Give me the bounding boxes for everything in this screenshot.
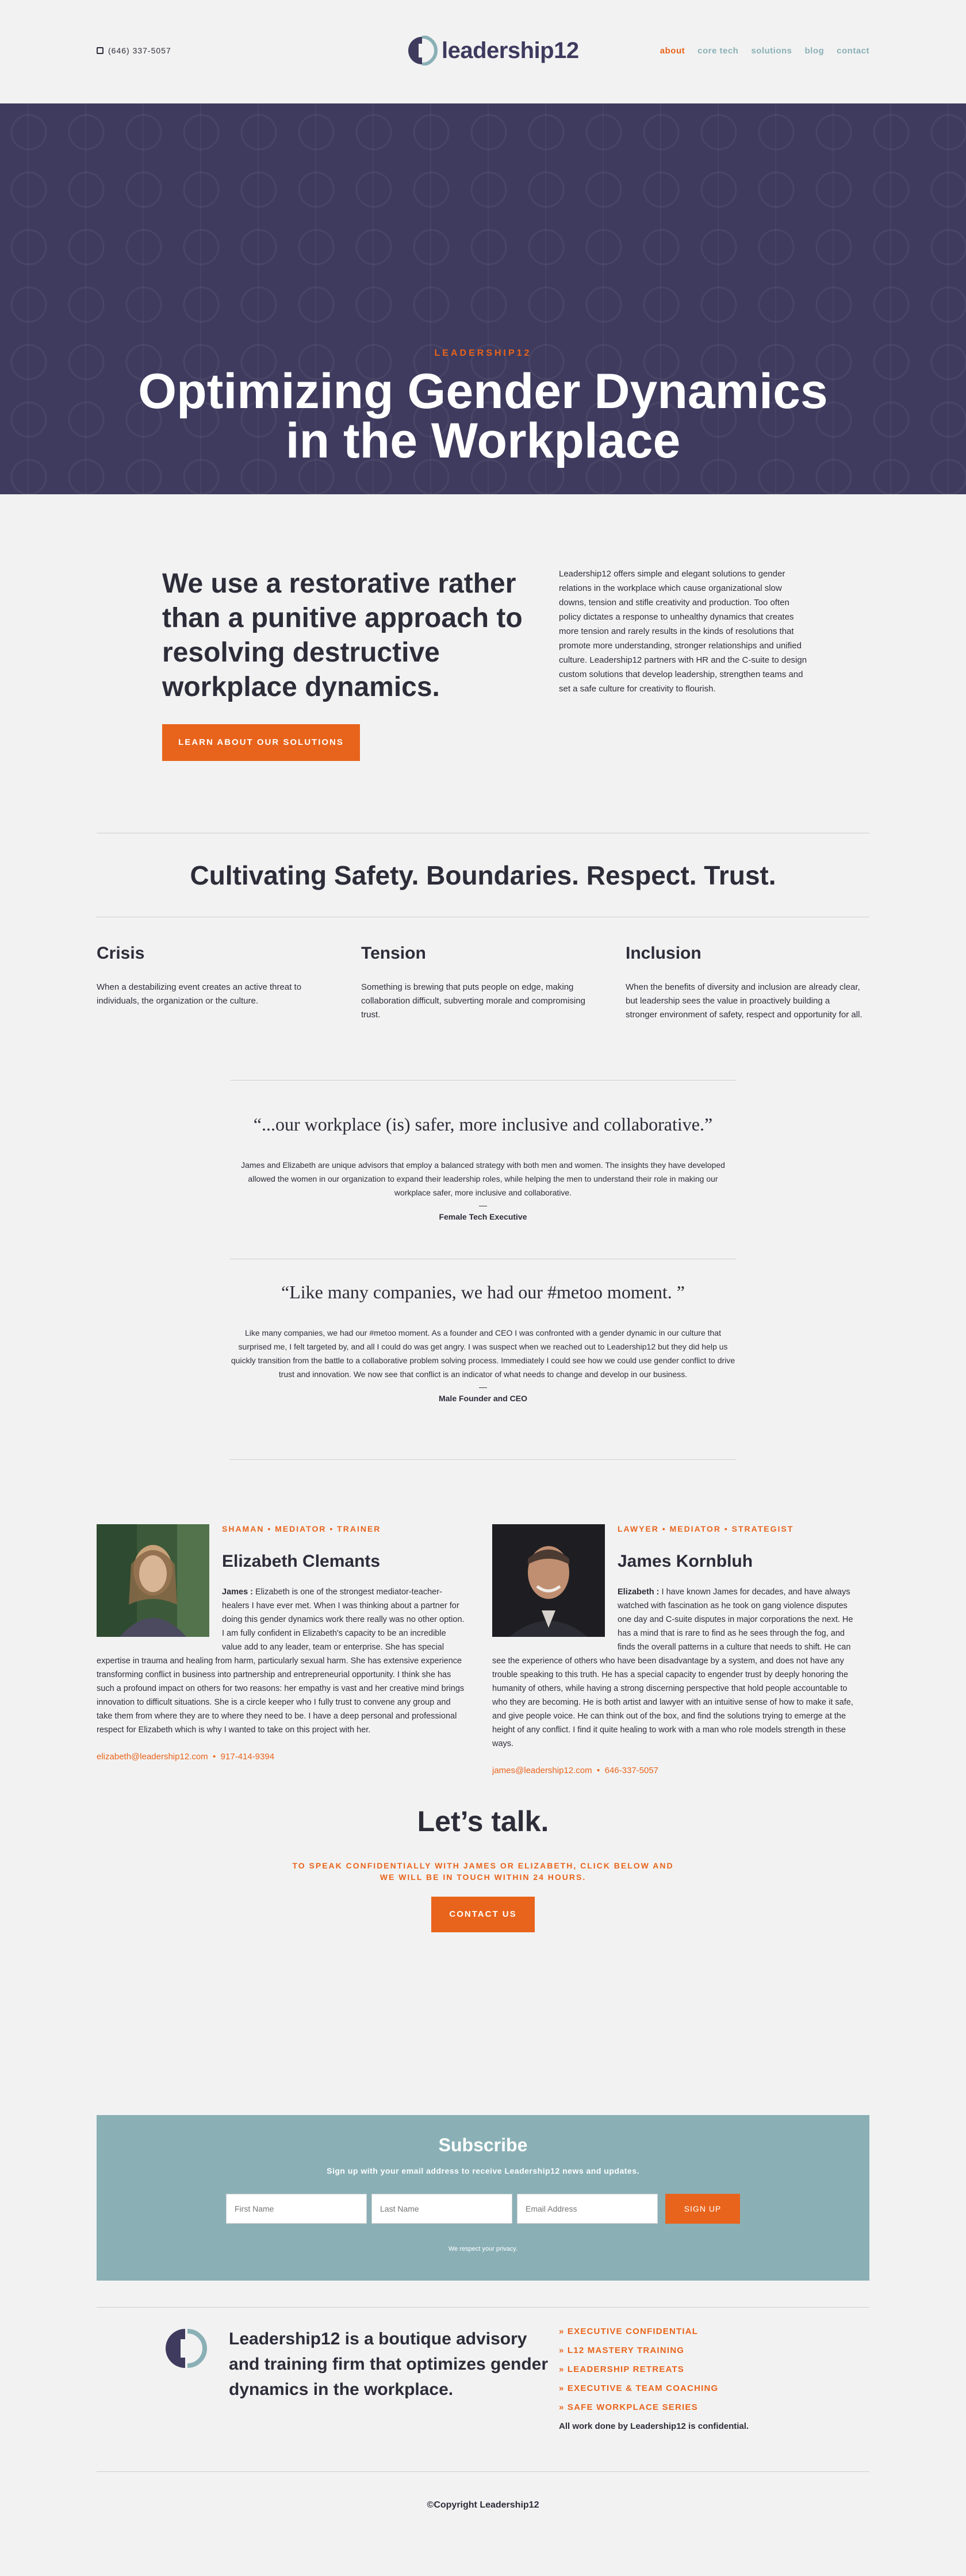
first-name-input[interactable] bbox=[226, 2194, 367, 2224]
bottom-section bbox=[0, 2115, 966, 2576]
pillars-title: Cultivating Safety. Boundaries. Respect. Trust. bbox=[190, 860, 776, 890]
hero-banner bbox=[0, 103, 966, 494]
pillar-heading: Tension bbox=[361, 944, 426, 963]
elizabeth-phone-link[interactable]: 917-414-9394 bbox=[220, 1752, 275, 1762]
pillar-text: When a destabilizing event creates an active threat to individuals, the organization or the culture. bbox=[97, 982, 302, 1006]
footer-link-mastery-training[interactable]: » L12 MASTERY TRAINING bbox=[559, 2346, 685, 2355]
footer-link-coaching[interactable]: » EXECUTIVE & TEAM COACHING bbox=[559, 2383, 719, 2393]
nav-about[interactable]: about bbox=[660, 46, 685, 56]
pillar-crisis bbox=[97, 944, 334, 1008]
sign-up-button[interactable]: SIGN UP bbox=[665, 2194, 740, 2224]
header-phone-number[interactable]: (646) 337-5057 bbox=[108, 46, 171, 55]
bio-contact bbox=[97, 1737, 465, 1762]
bio-lead: James : bbox=[222, 1587, 254, 1597]
nav-core-tech[interactable]: core tech bbox=[697, 46, 739, 56]
footer-links bbox=[559, 2327, 812, 2431]
pillar-inclusion bbox=[626, 944, 862, 1022]
logo-mark-icon bbox=[406, 36, 438, 66]
bio-james bbox=[492, 1524, 860, 1775]
pillar-text: When the benefits of diversity and inclusion are already clear, but leadership sees the value in proactively building a stronger environment of safety, respect and opportunity for all. bbox=[626, 982, 862, 1020]
learn-solutions-button[interactable]: LEARN ABOUT OUR SOLUTIONS bbox=[162, 724, 360, 761]
bio-roles: LAWYER • MEDIATOR • STRATEGIST bbox=[618, 1524, 794, 1533]
bios-section bbox=[0, 1471, 966, 1805]
hero-title-line-2: in the Workplace bbox=[285, 413, 681, 468]
site-header bbox=[0, 0, 966, 103]
intro-headline: We use a restorative rather than a punitive approach to resolving destructive workplace dynamics. bbox=[162, 568, 523, 702]
talk-subtitle-line-1: TO SPEAK CONFIDENTIALLY WITH JAMES OR ELIZABETH, CLICK BELOW AND bbox=[292, 1861, 674, 1870]
testimonials-section bbox=[0, 1092, 966, 1471]
section-divider bbox=[230, 1080, 736, 1081]
testimonial-text: Like many companies, we had our #metoo moment. As a founder and CEO I was confronted with a gender dynamic in our culture that surprised me, I felt targeted by, and all I could do was get angry. I was suspect when we reached out to Leadership12 but they did help us quickly transition from the battle to a collaborative problem solving process. Immediately I could see how we could use gender conflict to drive trust and innovation. We now see that conflict is an indicator of what needs to change and develop in our business. bbox=[231, 1328, 735, 1379]
nav-blog[interactable]: blog bbox=[804, 46, 825, 56]
subscribe-form bbox=[97, 2194, 869, 2224]
testimonial-text: James and Elizabeth are unique advisors that employ a balanced strategy with both men and women. The insights they have developed allowed the women in our organization to expand their leadership roles, while helping the men to understand their role in making our workplace safer, more inclusive and collaborative. bbox=[241, 1160, 725, 1197]
pillars-section bbox=[0, 833, 966, 1092]
last-name-input[interactable] bbox=[371, 2194, 512, 2224]
main-nav bbox=[660, 46, 869, 56]
subscribe-subtitle: Sign up with your email address to receive Leadership12 news and updates. bbox=[327, 2166, 639, 2175]
header-phone[interactable] bbox=[97, 46, 171, 55]
talk-subtitle bbox=[0, 1860, 966, 1883]
pillar-heading: Inclusion bbox=[626, 944, 702, 963]
pillar-heading: Crisis bbox=[97, 944, 145, 963]
nav-contact[interactable]: contact bbox=[837, 46, 869, 56]
subscribe-title: Subscribe bbox=[438, 2135, 528, 2155]
logo-text: leadership12 bbox=[442, 37, 579, 63]
talk-title: Let’s talk. bbox=[417, 1805, 549, 1837]
intro-body: Leadership12 offers simple and elegant solutions to gender relations in the workplace which cause organizational slow downs, tension and stifle creativity and production. Too often policy dictates a response to unhealthy dynamics that creates more tension and rarely results in the kinds of resolutions that promote more understanding, stronger relationships and unified culture. Leadership12 partners with HR and the C-suite to design custom solutions that develop leadership, strengthen teams and set a safe culture for creativity to flourish. bbox=[559, 569, 807, 694]
section-divider bbox=[230, 1459, 736, 1460]
pillar-text: Something is brewing that puts people on edge, making collaboration difficult, subverting morale and compromising trust. bbox=[361, 982, 585, 1020]
footer-logo-mark-icon bbox=[162, 2328, 210, 2369]
intro-section bbox=[0, 494, 966, 833]
testimonial bbox=[230, 1282, 736, 1403]
contact-us-button[interactable]: CONTACT US bbox=[431, 1897, 535, 1932]
nav-solutions[interactable]: solutions bbox=[751, 46, 792, 56]
testimonial-dash: — bbox=[479, 1382, 487, 1391]
testimonial bbox=[230, 1114, 736, 1221]
footer-confidential-note: All work done by Leadership12 is confidential. bbox=[559, 2421, 749, 2431]
talk-subtitle-line-2: WE WILL BE IN TOUCH WITHIN 24 HOURS. bbox=[379, 1873, 586, 1882]
privacy-note: We respect your privacy. bbox=[448, 2246, 518, 2252]
testimonial-author: Male Founder and CEO bbox=[438, 1394, 527, 1403]
james-photo bbox=[492, 1524, 605, 1637]
hero-title-line-1: Optimizing Gender Dynamics bbox=[138, 364, 828, 419]
testimonial-dash: — bbox=[479, 1201, 487, 1210]
footer-link-safe-workplace[interactable]: » SAFE WORKPLACE SERIES bbox=[559, 2402, 698, 2412]
james-phone-link[interactable]: 646-337-5057 bbox=[604, 1766, 659, 1775]
bio-name: James Kornbluh bbox=[618, 1552, 753, 1571]
footer-link-executive-confidential[interactable]: » EXECUTIVE CONFIDENTIAL bbox=[559, 2327, 699, 2336]
hero-eyebrow: LEADERSHIP12 bbox=[434, 348, 532, 358]
bio-elizabeth bbox=[97, 1524, 465, 1762]
testimonial-quote: “...our workplace (is) safer, more inclusive and collaborative.” bbox=[253, 1114, 713, 1135]
section-divider bbox=[97, 2307, 869, 2308]
footer-tagline: Leadership12 is a boutique advisory and training firm that optimizes gender dynamics in the workplace. bbox=[229, 2329, 549, 2399]
contact-separator: • bbox=[213, 1752, 216, 1762]
footer-link-leadership-retreats[interactable]: » LEADERSHIP RETREATS bbox=[559, 2364, 685, 2374]
subscribe-box bbox=[97, 2115, 869, 2281]
testimonial-quote: “Like many companies, we had our #metoo moment. ” bbox=[281, 1282, 685, 1302]
elizabeth-email-link[interactable]: elizabeth@leadership12.com bbox=[97, 1752, 208, 1762]
bio-body: Elizabeth is one of the strongest mediator-teacher-healers I have ever met. When I was thinking about a partner for doing this gender dynamics work there really was no other option. I am fully confident in Elizabeth's capacity to be an incredible value add to any leader, team or enterprise. She has special expertise in trauma and healing from harm, particularly sexual harm. She has extensive experience transforming conflict in business into partnership and entrepreneurial opportunity. I think she has such a profound impact on others for two reasons: her empathy is vast and her creative mind brings innovation to difficult situations. She is a circle keeper who I fully trust to convene any group and take them from where they are to where they need to be. I have a deep personal and professional respect for Elizabeth which is why I wanted to take on this project with her. bbox=[97, 1587, 465, 1735]
phone-icon bbox=[97, 47, 103, 54]
james-email-link[interactable]: james@leadership12.com bbox=[492, 1766, 592, 1775]
copyright: ©Copyright Leadership12 bbox=[427, 2500, 539, 2510]
hero-title bbox=[0, 364, 966, 468]
contact-separator: • bbox=[597, 1766, 600, 1775]
site-logo[interactable] bbox=[406, 36, 579, 66]
elizabeth-photo bbox=[97, 1524, 209, 1637]
pillar-tension bbox=[361, 944, 598, 1022]
bio-lead: Elizabeth : bbox=[618, 1587, 660, 1597]
contact-cta-section bbox=[0, 1805, 966, 2115]
bio-name: Elizabeth Clemants bbox=[222, 1552, 381, 1571]
bio-body: I have known James for decades, and have always watched with fascination as he took on gang violence disputes one day and C-suite disputes in major corporations the next. He has a mind that is rare to find as he sees through the fog, and finds the overall patterns in a culture that needs to shift. He can see the experience of others who have been disadvantage by a system, and does not have any trouble speaking to this truth. He has a special capacity to engender trust by deeply honoring the humanity of others, while having a strong discerning perspective that hold people accountable to who they are becoming. He is both artist and lawyer with an intuitive sense of how to make it safe, and give people voice. He can think out of the box, and find the solutions trying to emerge at the height of any conflict. I find it quite healing to work with a man who role models strength in these ways. bbox=[492, 1587, 853, 1748]
bio-roles: SHAMAN • MEDIATOR • TRAINER bbox=[222, 1524, 381, 1533]
section-divider bbox=[97, 2471, 869, 2472]
testimonial-author: Female Tech Executive bbox=[439, 1212, 527, 1221]
email-input[interactable] bbox=[517, 2194, 658, 2224]
bio-contact bbox=[492, 1751, 860, 1775]
